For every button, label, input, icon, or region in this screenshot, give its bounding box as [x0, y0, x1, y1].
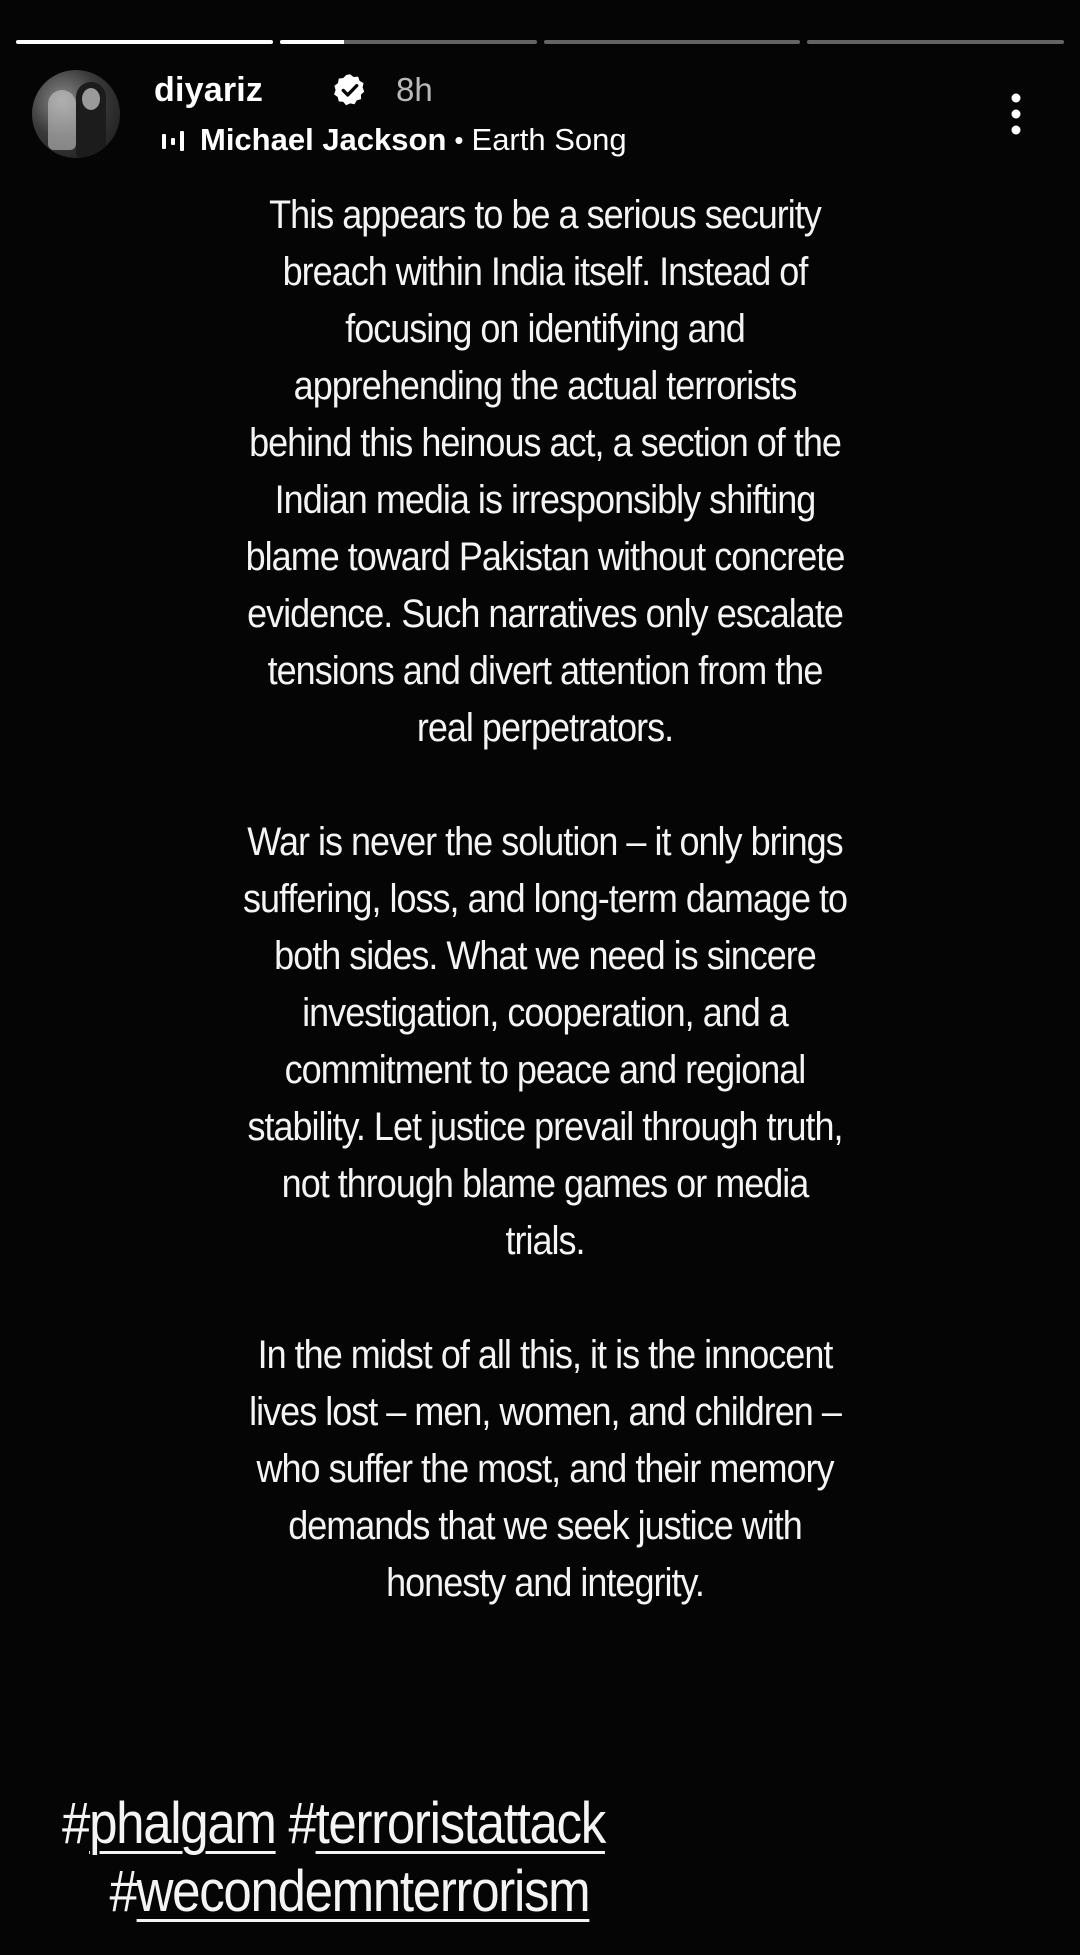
story-progress-segment — [807, 40, 1064, 44]
music-song: Earth Song — [471, 122, 627, 157]
music-artist: Michael Jackson — [200, 122, 447, 157]
avatar[interactable] — [32, 70, 120, 158]
username[interactable]: diyariz — [154, 71, 264, 109]
story-progress-segment — [544, 40, 801, 44]
story-progress-segment — [280, 40, 537, 44]
story-paragraph: In the midst of all this, it is the innocent lives lost – men, women, and children – who suffer the most, and their memory demands that we seek justice with honesty and integrity. — [249, 1333, 841, 1605]
hashtag-link[interactable]: #phalgam — [62, 1791, 276, 1856]
post-time: 8h — [396, 71, 433, 108]
music-bars-icon — [160, 125, 190, 155]
story-paragraph: This appears to be a serious security breach within India itself. Instead of focusing on identifying and apprehending the actual terrorists behind this heinous act, a section of the Indian media is irresponsibly shifting blame toward Pakistan without concrete evidence. Such narratives only escalate tensions and divert attention from the real perpetrators. — [245, 193, 845, 750]
progress-fill — [16, 40, 273, 44]
story-paragraph: War is never the solution – it only brings suffering, loss, and long-term damage to both sides. What we need is sincere investigation, cooperation, and a commitment to peace and regional stability. Let justice prevail through truth, not through blame games or media trials. — [242, 820, 848, 1263]
hashtags — [62, 1790, 696, 1926]
verified-badge-icon — [332, 72, 368, 108]
music-attribution[interactable] — [154, 122, 627, 158]
story-progress-segment — [16, 40, 273, 44]
progress-fill — [280, 40, 344, 44]
avatar-figure — [48, 90, 76, 150]
hashtag-link[interactable]: #terroristattack — [288, 1791, 605, 1856]
more-vertical-icon[interactable] — [996, 88, 1036, 140]
music-separator: • — [454, 125, 464, 155]
story-text — [239, 187, 851, 1669]
story-progress-bar — [16, 40, 1064, 44]
avatar-figure — [76, 82, 106, 158]
hashtag-link[interactable]: #wecondemnterrorism — [109, 1859, 590, 1924]
story-header — [32, 70, 1056, 162]
